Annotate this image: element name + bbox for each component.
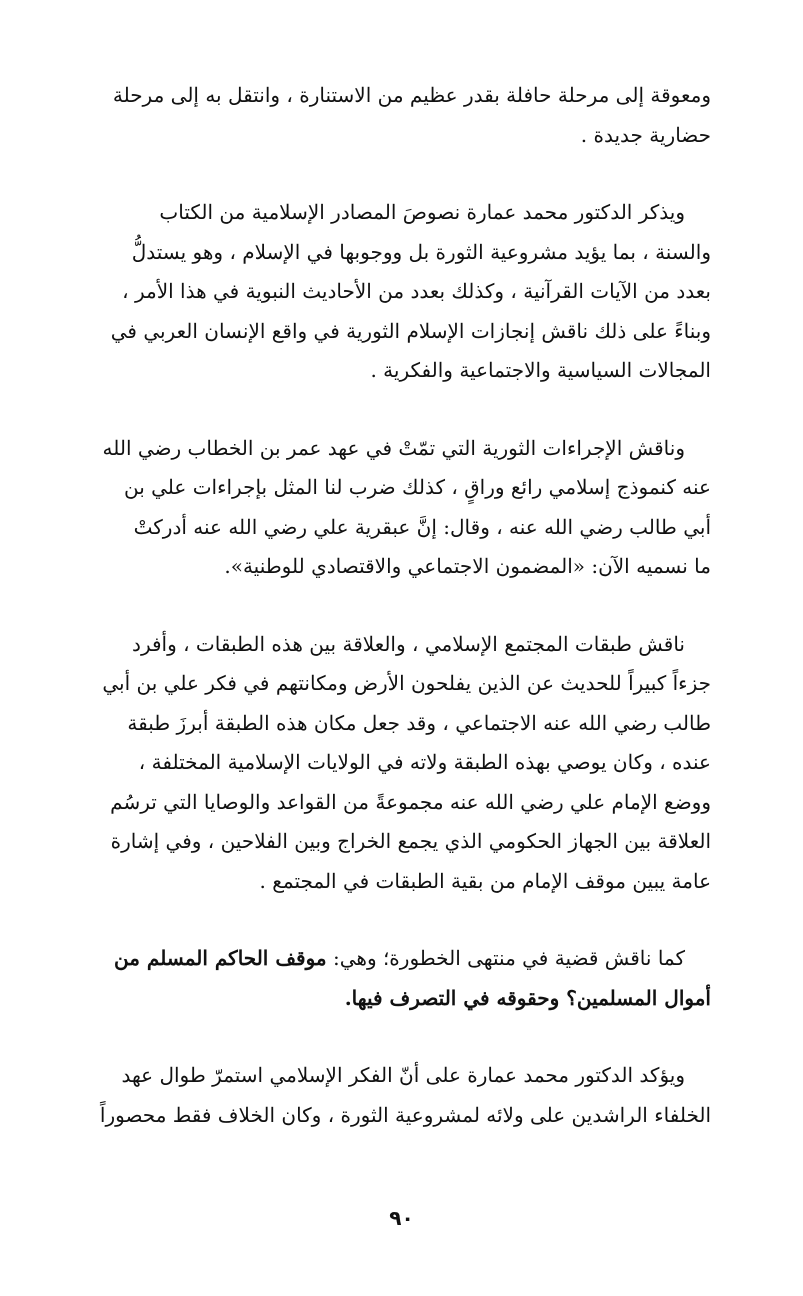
line: بعدد من الآيات القرآنية ، وكذلك بعدد من الأحاديث النبوية في هذا الأمر ،	[122, 279, 711, 303]
line: جزءاً كبيراً للحديث عن الذين يفلحون الأرض ومكانتهم في فكر علي بن أبي	[102, 671, 711, 695]
line: كما ناقش قضية في منتهى الخطورة؛ وهي:	[326, 946, 685, 970]
line: ووضع الإمام علي رضي الله عنه مجموعةً من القواعد والوصايا التي ترسُم	[110, 789, 711, 814]
line: عنه كنموذج إسلامي رائع وراقٍ ، كذلك ضرب لنا المثل بإجراءات علي بن	[123, 475, 711, 499]
line: والسنة ، بما يؤيد مشروعية الثورة بل ووجوبها في الإسلام ، وهو يستدلُّ	[131, 239, 711, 264]
emphasis-text: موقف الحاكم المسلم من	[114, 946, 327, 970]
paragraph-4	[42, 625, 711, 902]
line: الخلفاء الراشدين على ولائه لمشروعية الثورة ، وكان الخلاف فقط محصوراً	[99, 1102, 711, 1127]
line: وناقش الإجراءات الثورية التي تمّتْ في عهد عمر بن الخطاب رضي الله	[102, 435, 685, 460]
paragraph-5	[42, 939, 711, 1018]
paragraph-3	[42, 429, 711, 587]
line: وبناءً على ذلك ناقش إنجازات الإسلام الثورية في واقع الإنسان العربي في	[110, 318, 711, 343]
paragraph-6	[42, 1056, 711, 1135]
line: طالب رضي الله عنه الاجتماعي ، وقد جعل مكان هذه الطبقة أبرزَ طبقة	[127, 710, 711, 735]
line: أبي طالب رضي الله عنه ، وقال: إنَّ عبقرية علي رضي الله عنه أدركتْ	[133, 514, 711, 539]
line: ناقش طبقات المجتمع الإسلامي ، والعلاقة بين هذه الطبقات ، وأفرد	[132, 631, 685, 656]
line: ما نسميه الآن: «المضمون الاجتماعي والاقتصادي للوطنية».	[224, 554, 711, 578]
line: المجالات السياسية والاجتماعية والفكرية .	[370, 358, 711, 382]
line: العلاقة بين الجهاز الحكومي الذي يجمع الخراج وبين الفلاحين ، وفي إشارة	[110, 829, 711, 853]
paragraph-2	[42, 193, 711, 391]
line: ويذكر الدكتور محمد عمارة نصوصَ المصادر الإسلامية من الكتاب	[159, 200, 685, 224]
line: حضارية جديدة .	[580, 122, 711, 147]
line: عامة يبين موقف الإمام من بقية الطبقات في المجتمع .	[259, 868, 711, 893]
emphasis-text: أموال المسلمين؟ وحقوقه في التصرف فيها.	[344, 985, 711, 1010]
page-number: ٩٠	[389, 1206, 414, 1230]
line: عنده ، وكان يوصي بهذه الطبقة ولاته في الولايات الإسلامية المختلفة ،	[138, 750, 711, 774]
line: ومعوقة إلى مرحلة حافلة بقدر عظيم من الاستنارة ، وانتقل به إلى مرحلة	[112, 83, 711, 107]
line: ويؤكد الدكتور محمد عمارة على أنّ الفكر الإسلامي استمرّ طوال عهد	[121, 1063, 685, 1087]
paragraph-1	[42, 76, 711, 155]
page-body	[42, 76, 711, 1135]
